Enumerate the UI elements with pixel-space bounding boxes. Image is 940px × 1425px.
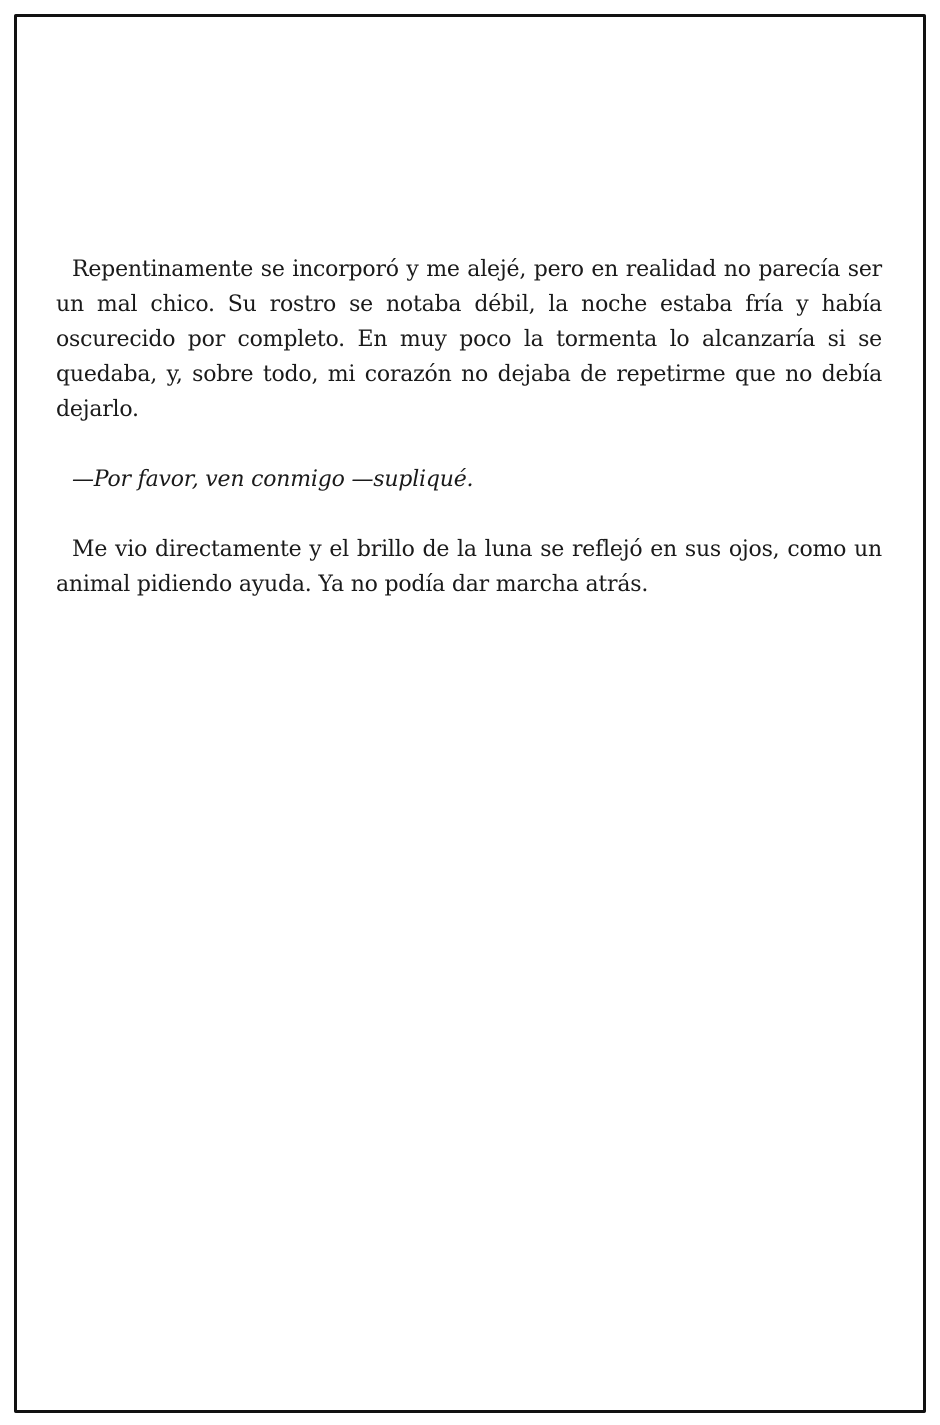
dialogue-line: —Por favor, ven conmigo —supliqué. bbox=[72, 467, 474, 492]
page-frame bbox=[14, 14, 926, 1413]
page-text bbox=[56, 252, 882, 637]
paragraph-1: Repentinamente se incorporó y me alejé, pero en realidad no parecía ser un mal chico. Su rostro se notaba débil, la noche estaba fría y había oscurecido por completo. En muy poco la tormenta lo alcanzaría si se quedaba, y, sobre todo, mi corazón no dejaba de repetirme que no debía dejarlo. bbox=[56, 257, 882, 422]
paragraph-2: Me vio directamente y el brillo de la luna se reflejó en sus ojos, como un animal pidiendo ayuda. Ya no podía dar marcha atrás. bbox=[56, 537, 882, 597]
